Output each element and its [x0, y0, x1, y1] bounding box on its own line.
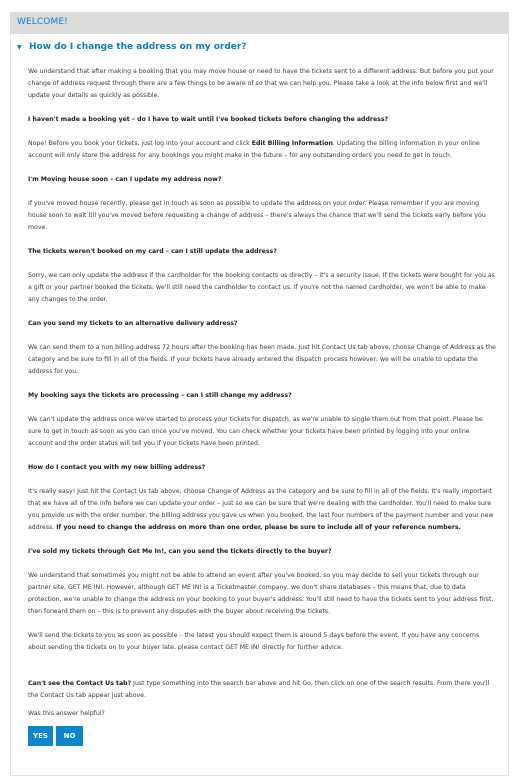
feedback-buttons [28, 726, 496, 746]
no-button[interactable]: NO [56, 726, 83, 746]
answer-content [28, 66, 496, 746]
intro-text: We understand that after making a booking that you may move house or need to have the tickets sent to a different address. But before you put your change of address request through there are a few things to be aware of so that we can help you. Please take a look at the info below first and we'll update your details as quickly as possible. [28, 68, 494, 99]
edit-billing-label: Edit Billing Information [251, 140, 333, 147]
section-heading: My booking says the tickets are processing – can I still change my address? [28, 392, 292, 399]
contact-tab-tip: Can't see the Contact Us tab? Just type something into the search bar above and hit Go, then click on one of the search results. From there you'll the Contact Us tab appear just above. [28, 680, 490, 699]
section-heading: I've sold my tickets through Get Me In!, can you send the tickets directly to the buyer? [28, 548, 332, 555]
question-title[interactable]: How do I change the address on my order? [29, 42, 247, 52]
section-body: We can send them to a non billing address 72 hours after the booking has been made. Just hit Contact Us tab above, choose Change of Address as the category and be sure to fill in all of the fields. If your tickets have already entered the dispatch process however, we will be unable to update the address for you. [28, 344, 496, 375]
section-heading: I haven't made a booking yet – do I have to wait until I've booked tickets before changing the address? [28, 116, 389, 123]
yes-button[interactable]: YES [28, 726, 53, 746]
welcome-header [10, 12, 509, 34]
question-header[interactable] [17, 42, 247, 52]
welcome-label: WELCOME! [17, 17, 68, 27]
section-body: We understand that sometimes you might not be able to attend an event after you've booked, so you may decide to sell your tickets through our partner site, GET ME IN!. However, although GET ME IN! is a Ticketmaster company, we don't share databases – this means that, due to data protection, we're unable to change the address on your booking to your buyer's address. You'll still need to have the tickets sent to your address first, then forward them on – this is to prevent any disputes with the buyer about receiving the tickets. [28, 572, 494, 615]
section-heading: The tickets weren't booked on my card – can I still update the address? [28, 248, 277, 255]
helpful-question: Was this answer helpful? [28, 710, 105, 717]
section-heading: Can you send my tickets to an alternative delivery address? [28, 320, 238, 327]
section-body: We can't update the address once we've started to process your tickets for dispatch, as we're unable to single them out from that point. Please be sure to get in touch as soon as you can once you've moved. You can check whether your tickets have been printed by logging into your online account and the order status will tell you if your tickets have been printed. [28, 416, 483, 447]
section-body: Nope! Before you book your tickets, just log into your account and click Edit Billing Information. Updating the billing information in your online account will only store the address for any bookings you might make in the future – for any outstanding orders you need to get in touch. [28, 140, 480, 159]
section-heading: I'm Moving house soon – can I update my address now? [28, 176, 222, 183]
section-body-continued: We'll send the tickets to you as soon as possible – the latest you should expect them is around 5 days before the event. If you have any concerns about sending the tickets on to your buyer late, please contact GET ME IN! directly for further advice. [28, 632, 480, 651]
faq-panel [10, 34, 509, 776]
section-body: Sorry, we can only update the address if the cardholder for the booking contacts us directly – it's a security issue. If the tickets were bought for you as a gift or your partner booked the tickets, we'll still need the cardholder to contact us. If you're not the named cardholder, we won't be able to make any changes to the order. [28, 272, 495, 303]
section-heading: How do I contact you with my new billing address? [28, 464, 206, 471]
multiple-orders-note: If you need to change the address on more than one order, please be sure to include all of your reference numbers. [56, 524, 461, 531]
chevron-down-icon[interactable]: ▼ [17, 43, 22, 51]
section-body: If you've moved house recently, please get in touch as soon as possible to update the address on your order. Please remember if you are moving house soon to wait till you've moved before requesting a change of address – there's always the chance that we'll send the tickets early before you move. [28, 200, 486, 231]
section-body: It's really easy! Just hit the Contact Us tab above, choose Change of Address as the category and be sure to fill in all of the fields. It's really important that we have all of the info before we can update your order – just so we can be sure that we're dealing with the cardholder. You'll need to make sure you provide us with the order number, the billing address you gave us when you booked, the last four numbers of the payment number and your new address. If you need to change the address on more than one order, please be sure to include all of your reference numbers. [28, 488, 494, 531]
